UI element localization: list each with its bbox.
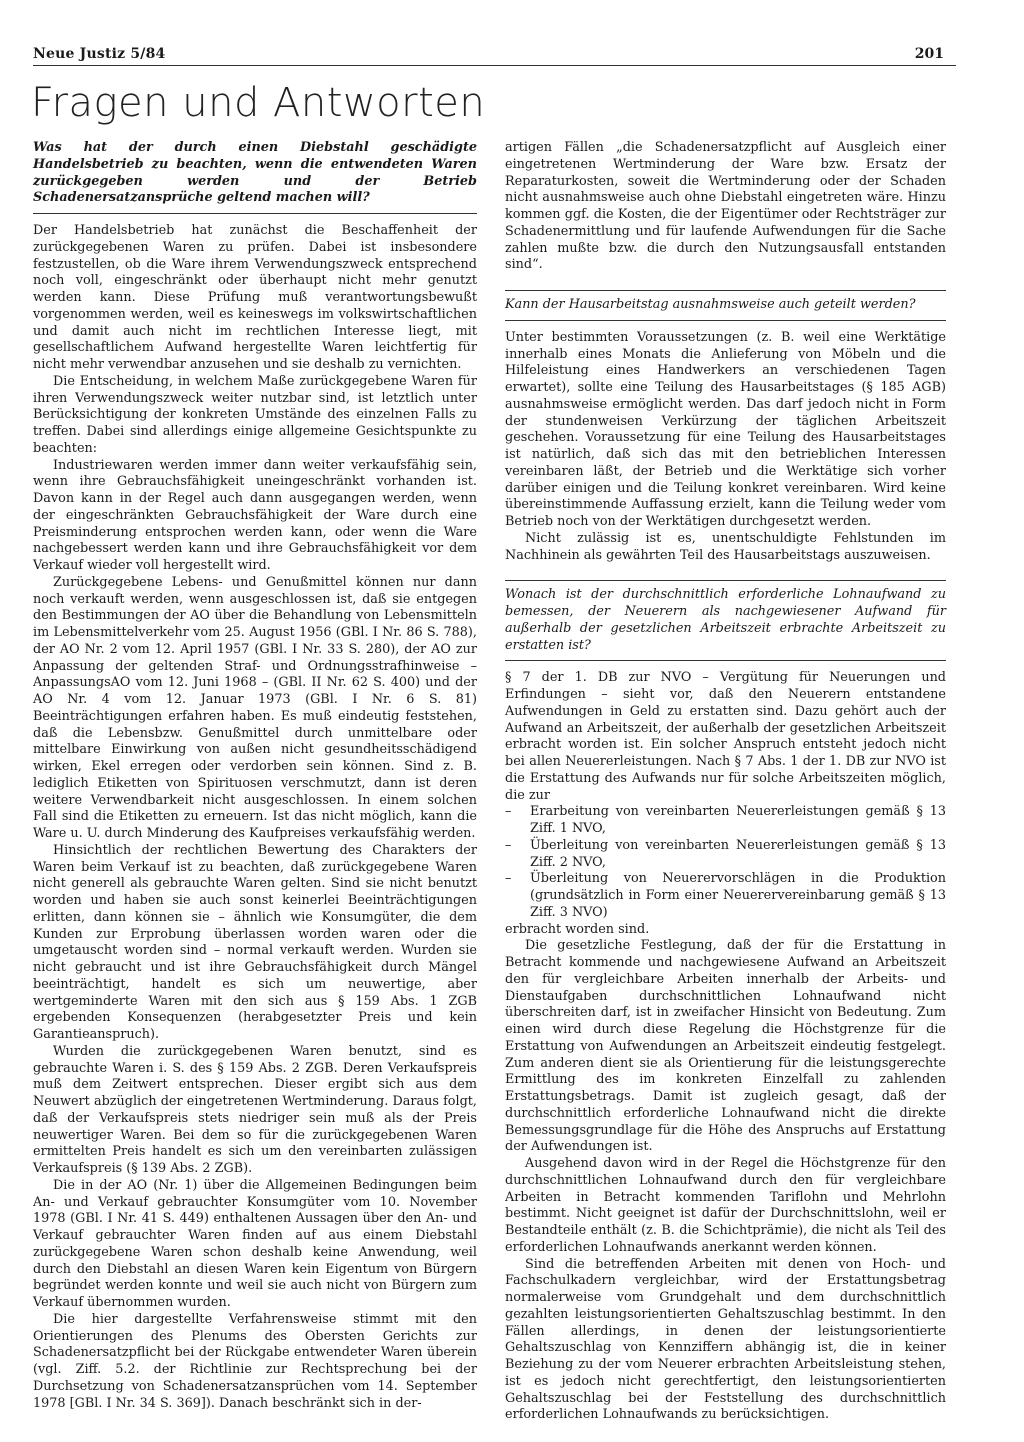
question-block-2: [505, 290, 946, 564]
answer-1-paragraph: Die Entscheidung, in welchem Maße zurückgegebene Waren für ihren Verwendungszweck weiter nutzbar sind, ist letztlich unter Berücksichtigung der konkreten Umstände des einzelnen Falls zu treffen. Dabei sind allerdings einige allgemeine Gesichtspunkte zu beachten:: [33, 373, 477, 456]
header-rule: [33, 65, 956, 66]
answer-3-paragraph: Ausgehend davon wird in der Regel die Höchstgrenze für den durchschnittlichen Lohnaufwand durch den für vergleichbare Arbeiten in Betracht kommenden Tariflohn und Mehrlohn bestimmt. Nicht geeignet ist dafür der Durchschnittslohn, weil er Bestandteile enthält (z. B. die Schichtprämie), die nicht als Teil des erforderlichen Lohnaufwands anerkannt werden können.: [505, 1156, 946, 1255]
section-title: Fragen und Antworten: [31, 80, 486, 126]
answer-1-paragraph: Die in der AO (Nr. 1) über die Allgemeinen Bedingungen beim An- und Verkauf gebrauchter Konsumgüter vom 10. November 1978 (GBl. I Nr. 41 S. 449) enthaltenen Aussagen über den An- und Verkauf gebrauchter Waren finden auf aus einem Diebstahl zurückgegebene Waren schon deshalb keine Anwendung, weil durch den Diebstahl an diesen Waren kein Eigentum von Bürgern begründet werden konnte und weil sie auch nicht von Bürgern zum Verkauf übernommen wurden.: [33, 1177, 477, 1310]
journal-issue: Neue Justiz 5/84: [33, 46, 166, 62]
answer-1-continuation: [505, 140, 946, 274]
list-item: – Überleitung von vereinbarten Neuererleistungen gemäß § 13 Ziff. 2 NVO,: [505, 838, 946, 872]
answer-3-after-list: erbracht worden sind.: [505, 921, 650, 937]
answer-2-paragraph: Nicht zulässig ist es, unentschuldigte Fehlstunden im Nachhinein als gewährten Teil des Hausarbeitstags auszuweisen.: [505, 530, 946, 563]
list-item: – Überleitung von Neuerervorschlägen in die Produktion (grundsätzlich in Form einer Neuerervereinbarung gemäß § 13 Ziff. 3 NVO): [505, 871, 946, 921]
list-item: – Erarbeitung von vereinbarten Neuererleistungen gemäß § 13 Ziff. 1 NVO,: [505, 804, 946, 838]
answer-2: [505, 330, 946, 565]
answer-1: [33, 223, 477, 1412]
answer-2-paragraph: Unter bestimmten Voraussetzungen (z. B. weil eine Werktätige innerhalb eines Monats die Anlieferung von Möbeln und die Hilfeleistung eines Handwerkers an verschiedenen Tagen erwartet), sollte eine Teilung des Hausarbeitstages (§ 185 AGB) ausnahmsweise ermöglicht werden. Das darf jedoch nicht in Form der stundenweisen Verkürzung der täglichen Arbeitszeit geschehen. Voraussetzung für eine Teilung des Hausarbeitstages ist natürlich, daß sich das mit den betrieblichen Interessen vereinbaren läßt, der Betrieb und die Werktätige sich vorher darüber einigen und die Teilung konkret vereinbaren. Wird keine übereinstimmende Auffassung erzielt, kann die Teilung weder vom Betrieb noch von der Werktätigen durchgesetzt werden.: [505, 329, 946, 529]
answer-3: [505, 670, 946, 1424]
question-2: Kann der Hausarbeitstag ausnahmsweise auch geteilt werden?: [505, 297, 946, 321]
answer-3-list: [505, 804, 946, 921]
question-block-3: [505, 580, 946, 1424]
answer-1-paragraph: Der Handelsbetrieb hat zunächst die Beschaffenheit der zurückgegebenen Waren zu prüfen. Dabei ist insbesondere festzustellen, ob die Ware ihrem Verwendungszweck entsprechend noch voll, eingeschränkt oder überhaupt nicht mehr genutzt werden kann. Diese Prüfung muß verantwortungsbewußt vorgenommen werden, weil es keineswegs im volkswirtschaftlichen und damit auch nicht im rechtlichen Interesse liegt, mit gesellschaftlichem Aufwand hergestellte Waren leichtfertig für nicht mehr verwendbar anzusehen und sie deshalb zu vernichten.: [33, 223, 477, 372]
answer-3-paragraph: Die gesetzliche Festlegung, daß der für die Erstattung in Betracht kommende und nachgewiesene Aufwand an Arbeitszeit den für vergleichbare Arbeiten innerhalb der Arbeits- und Dienstaufgaben durchschnittlichen Lohnaufwand nicht überschreiten darf, ist in zweifacher Hinsicht von Bedeutung. Zum einen wird durch diese Regelung die Höchstgrenze für die Erstattung von Aufwendungen an Arbeitszeit eindeutig festgelegt. Zum anderen dient sie als Orientierung für die leistungsgerechte Ermittlung des im konkreten Einzelfall zu zahlenden Erstattungsbetrags. Damit ist zugleich gesagt, daß der durchschnittlich erforderliche Lohnaufwand nicht die direkte Bemessungsgrundlage für die Höhe des Anspruchs auf Erstattung der Aufwendungen ist.: [505, 938, 946, 1155]
answer-3-intro: § 7 der 1. DB zur NVO – Vergütung für Neuerungen und Erfindungen – sieht vor, daß den Neuerern entstandene Aufwendungen in Geld zu erstatten sind. Dazu gehört auch der Aufwand an Arbeitszeit, der außerhalb der gesetzlichen Arbeitszeit erbracht worden ist. Ein solcher Anspruch entsteht jedoch nicht bei allen Neuererleistungen. Nach § 7 Abs. 1 der 1. DB zur NVO ist die Erstattung des Aufwands nur für solche Arbeitszeiten möglich, die zur: [505, 670, 946, 803]
running-header: [33, 44, 956, 66]
answer-3-paragraph: Sind die betreffenden Arbeiten mit denen von Hoch- und Fachschulkadern vergleichbar, wird der Erstattungsbetrag normalerweise vom Grundgehalt und dem durchschnittlich gezahlten leistungsorientierten Gehaltszuschlag bestimmt. In den Fällen allerdings, in denen der leistungsorientierte Gehaltszuschlag von Kennziffern abhängig ist, die in keiner Beziehung zu der vom Neuerer erbrachten Arbeitsleistung stehen, ist es jedoch nicht gerechtfertigt, den leistungsorientierten Gehaltszuschlag bei der Feststellung des durchschnittlich erforderlichen Lohnaufwands zu berücksichtigen.: [505, 1256, 946, 1423]
left-column: [33, 140, 477, 1412]
question-1: Was hat der durch einen Diebstahl geschädigte Handelsbetrieb zu beachten, wenn die entwendeten Waren zurückgegeben werden und der Betrieb Schadenersatzansprüche geltend machen will?: [33, 140, 477, 214]
answer-1-paragraph: Hinsichtlich der rechtlichen Bewertung des Charakters der Waren beim Verkauf ist zu beachten, daß zurückgegebene Waren nicht generell als gebrauchte Waren gelten. Sind sie nicht benutzt worden und haben sie auch sonst keinerlei Beeinträchtigungen erlitten, dann können sie – ähnlich wie Konsumgüter, die dem Kunden zur Erprobung überlassen worden waren oder die umgetauscht worden sind – normal verkauft werden. Wurden sie nicht gebraucht und ist ihre Gebrauchsfähigkeit durch Mängel beeinträchtigt, handelt es sich um neuwertige, aber wertgeminderte Waren mit den sich aus § 159 Abs. 1 ZGB ergebenden Konsequenzen (herabgesetzter Preis und kein Garantieanspruch).: [33, 842, 477, 1042]
answer-1-paragraph: Die hier dargestellte Verfahrensweise stimmt mit den Orientierungen des Plenums des Obersten Gerichts zur Schadenersatzpflicht bei der Rückgabe entwendeter Waren überein (vgl. Ziff. 5.2. der Richtlinie zur Rechtsprechung bei der Durchsetzung von Schadenersatzansprüchen vom 14. September 1978 [GBl. I Nr. 34 S. 369]). Danach beschränkt sich in der-: [33, 1311, 477, 1411]
question-3: Wonach ist der durchschnittlich erforderliche Lohnaufwand zu bemessen, der Neuerern als nachgewiesener Aufwand für außerhalb der gesetzlichen Arbeitszeit erbrachte Arbeitszeit zu erstatten ist?: [505, 587, 946, 661]
right-column: [505, 140, 946, 1424]
answer-1-paragraph: Wurden die zurückgegebenen Waren benutzt, sind es gebrauchte Waren i. S. des § 159 Abs. 2 ZGB. Deren Verkaufspreis muß dem Zeitwert entsprechen. Dieser ergibt sich aus dem Neuwert abzüglich der eingetretenen Wertminderung. Daraus folgt, daß der Verkaufspreis stets niedriger sein muß als der Preis neuwertiger Waren. Bei dem so für die zurückgegebenen Waren ermittelten Preis handelt es sich um den vereinbarten zulässigen Verkaufspreis (§ 139 Abs. 2 ZGB).: [33, 1043, 477, 1176]
answer-1-paragraph: Industriewaren werden immer dann weiter verkaufsfähig sein, wenn ihre Gebrauchsfähigkeit uneingeschränkt vorhanden ist. Davon kann in der Regel auch dann ausgegangen werden, wenn der eingeschränkten Gebrauchsfähigkeit der Ware durch eine Preisminderung entsprochen werden kann, oder wenn die Ware nachgebessert werden kann und ihre Gebrauchsfähigkeit vor dem Verkauf wieder voll hergestellt wird.: [33, 457, 477, 573]
page-number: 201: [914, 46, 944, 62]
answer-1-continuation-text: artigen Fällen „die Schadenersatzpflicht auf Ausgleich einer eingetretenen Wertminderung der Ware bzw. Ersatz der Reparaturkosten, soweit die Wertminderung oder der Schaden nicht ausnahmsweise auch ohne Diebstahl eingetreten wäre. Hinzu kommen ggf. die Kosten, die der Eigentümer oder Rechtsträger zur Schadenermittlung und für laufende Aufwendungen für die Sache zahlen mußte bzw. die durch den Nutzungsausfall entstanden sind“.: [505, 140, 946, 273]
answer-1-paragraph: Zurückgegebene Lebens- und Genußmittel können nur dann noch verkauft werden, wenn ausgeschlossen ist, daß sie entgegen den Bestimmungen der AO über die Behandlung von Lebensmitteln im Lebensmittelverkehr vom 25. August 1956 (GBl. I Nr. 86 S. 788), der AO Nr. 2 vom 12. April 1957 (GBl. I Nr. 33 S. 280), der AO zur Anpassung der geltenden Straf- und Ordnungsstrafhinweise – AnpassungsAO vom 12. Juni 1968 – (GBl. II Nr. 62 S. 400) und der AO Nr. 4 vom 12. Januar 1973 (GBl. I Nr. 6 S. 81) Beeinträchtigungen erfahren haben. Es muß eindeutig feststehen, daß die Lebensbzw. Genußmittel durch unmittelbare oder mittelbare Einwirkung von außen nicht gesundheitsschädigend wirken, Ekel erregen oder verdorben sein können. Sind z. B. lediglich Etiketten von Spirituosen verschmutzt, dann ist deren weitere Verwendbarkeit nicht ausgeschlossen. In einem solchen Fall sind die Etiketten zu erneuern. Ist das nicht möglich, kann die Ware u. U. durch Minderung des Kaufpreises verkaufsfähig werden.: [33, 574, 477, 841]
